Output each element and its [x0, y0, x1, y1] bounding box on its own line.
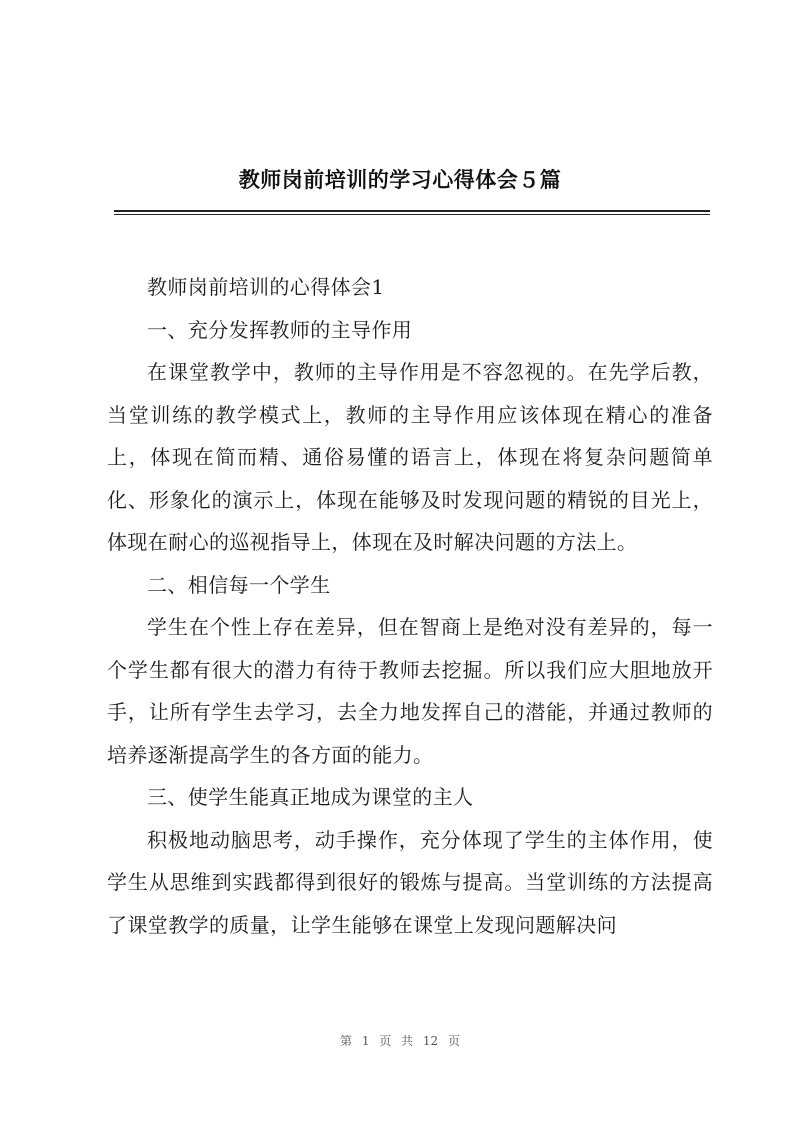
page-footer: 第 1 页 共 12 页 — [340, 1034, 460, 1048]
paragraph-1: 在课堂教学中，教师的主导作用是不容忽视的。在先学后教，当堂训练的教学模式上，教师的主导作用应该体现在精心的准备上，体现在简而精、通俗易懂的语言上，体现在将复杂问题简单化、形象化的演示上，体现在能够及时发现问题的精锐的目光上，体现在耐心的巡视指导上，体现在及时解决问题的方法上。 — [107, 360, 713, 554]
subheading-3: 三、使学生能真正地成为课堂的主人 — [147, 785, 474, 809]
document-body — [107, 266, 713, 946]
document-title: 教师岗前培训的学习心得体会５篇 — [238, 167, 562, 192]
paragraph-3: 积极地动脑思考，动手操作，充分体现了学生的主体作用，使学生从思维到实践都得到很好的锻炼与提高。当堂训练的方法提高了课堂教学的质量，让学生能够在课堂上发现问题解决问 — [107, 827, 713, 937]
title-rule-thin — [114, 214, 710, 215]
subheading-2: 二、相信每一个学生 — [147, 572, 331, 597]
paragraph-2: 学生在个性上存在差异，但在智商上是绝对没有差异的，每一个学生都有很大的潜力有待于教师去挖掘。所以我们应大胆地放开手，让所有学生去学习，去全力地发挥自己的潜能，并通过教师的培养逐渐提高学生的各方面的能力。 — [107, 615, 713, 767]
section-heading: 教师岗前培训的心得体会1 — [147, 275, 385, 299]
title-rule-thick — [114, 210, 710, 212]
subheading-1: 一、充分发挥教师的主导作用 — [147, 317, 413, 342]
